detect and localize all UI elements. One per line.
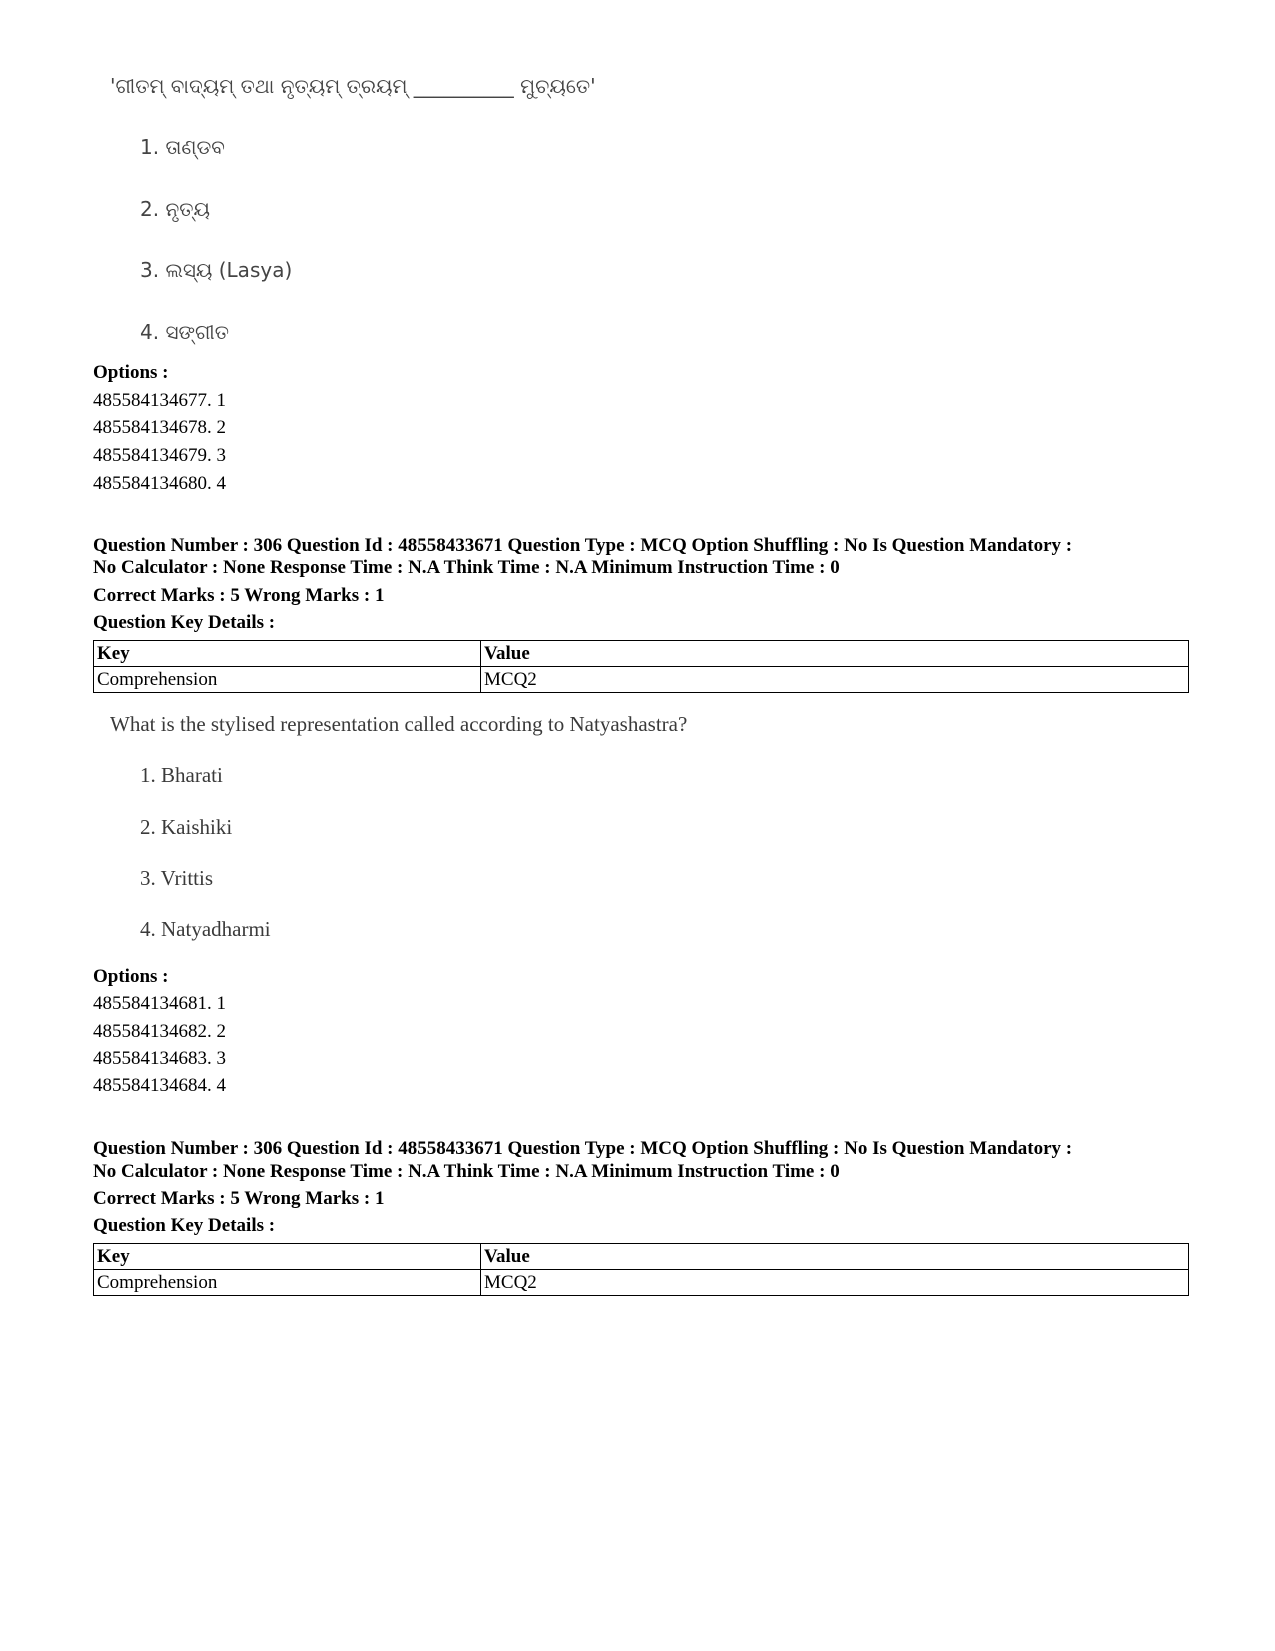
choice-item: 4. Natyadharmi (140, 917, 271, 941)
option-line: 485584134682. 2 (93, 1021, 226, 1042)
marks-line: Correct Marks : 5 Wrong Marks : 1 (93, 1188, 385, 1209)
table-header-row (94, 641, 1189, 667)
table-header-row (94, 1244, 1189, 1270)
choice-item: 3. ଲସ୍ୟ (Lasya) (140, 258, 293, 282)
question-text: What is the stylised representation called according to Natyashastra? (110, 712, 688, 736)
key-details-table (93, 1243, 1189, 1296)
question-meta-line-1: Question Number : 306 Question Id : 48558433671 Question Type : MCQ Option Shuffling : No Is Question Mandatory : (93, 535, 1073, 556)
table-cell: MCQ2 (481, 667, 1189, 693)
table-header-cell: Value (481, 641, 1189, 667)
table-row (94, 1270, 1189, 1296)
table-row (94, 667, 1189, 693)
table-header-cell: Key (94, 641, 481, 667)
key-details-title: Question Key Details : (93, 1215, 276, 1236)
marks-line: Correct Marks : 5 Wrong Marks : 1 (93, 585, 385, 606)
option-line: 485584134679. 3 (93, 445, 226, 466)
question-meta-line-2: No Calculator : None Response Time : N.A Think Time : N.A Minimum Instruction Time : 0 (93, 557, 840, 578)
choice-item: 2. Kaishiki (140, 815, 233, 839)
choice-item: 4. ସଙ୍ଗୀତ (140, 320, 230, 344)
question-meta-line-2: No Calculator : None Response Time : N.A Think Time : N.A Minimum Instruction Time : 0 (93, 1161, 840, 1182)
table-cell: MCQ2 (481, 1270, 1189, 1296)
options-heading: Options : (93, 966, 169, 987)
key-details-title: Question Key Details : (93, 612, 276, 633)
key-details-table (93, 640, 1189, 693)
option-line: 485584134677. 1 (93, 390, 226, 411)
choice-item: 2. ନୃତ୍ୟ (140, 197, 210, 221)
choice-item: 1. Bharati (140, 763, 223, 787)
option-line: 485584134681. 1 (93, 993, 226, 1014)
option-line: 485584134683. 3 (93, 1048, 226, 1069)
option-line: 485584134684. 4 (93, 1075, 226, 1096)
choice-item: 1. ତାଣ୍ଡବ (140, 135, 225, 159)
table-cell: Comprehension (94, 1270, 481, 1296)
table-cell: Comprehension (94, 667, 481, 693)
options-heading: Options : (93, 362, 169, 383)
question-meta-line-1: Question Number : 306 Question Id : 48558433671 Question Type : MCQ Option Shuffling : No Is Question Mandatory : (93, 1138, 1073, 1159)
question-text: 'ଗୀତମ୍ ବାଦ୍ୟମ୍ ତଥା ନୃତ୍ୟମ୍ ତ୍ରୟମ୍ __________ ମୁଚ୍ୟତେ' (110, 74, 596, 98)
option-line: 485584134678. 2 (93, 417, 226, 438)
table-header-cell: Key (94, 1244, 481, 1270)
table-header-cell: Value (481, 1244, 1189, 1270)
choice-item: 3. Vrittis (140, 866, 214, 890)
option-line: 485584134680. 4 (93, 473, 226, 494)
